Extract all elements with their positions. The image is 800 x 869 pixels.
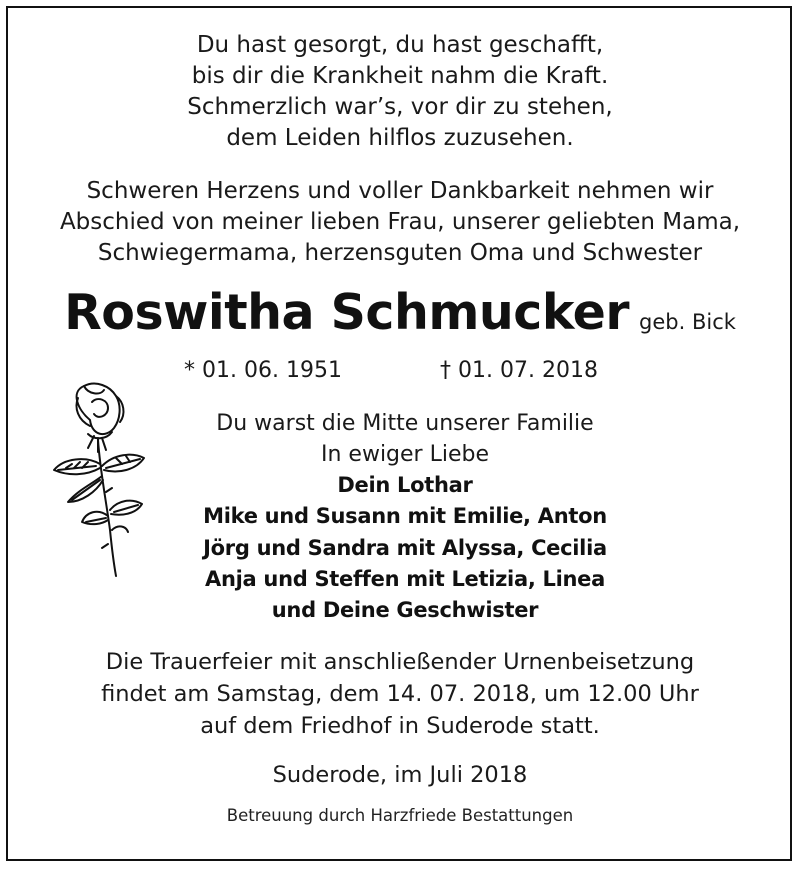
intro-line: Schweren Herzens und voller Dankbarkeit nehmen wir [86, 178, 714, 204]
intro-line: Abschied von meiner lieben Frau, unserer geliebten Mama, [59, 209, 741, 235]
mourner-line: Jörg und Sandra mit Alyssa, Cecilia [203, 536, 607, 560]
family-line: In ewiger Liebe [320, 442, 489, 467]
mourner-line: Mike und Susann mit Emilie, Anton [203, 504, 607, 528]
mourner-line: Anja und Steffen mit Letizia, Linea [205, 567, 605, 591]
death-date: † 01. 07. 2018 [440, 358, 598, 383]
ceremony-line: Die Trauerfeier mit anschließender Urnenbeisetzung [105, 649, 695, 675]
undertaker-note: Betreuung durch Harzfriede Bestattungen [226, 806, 574, 825]
mourner-line: Dein Lothar [337, 473, 473, 497]
mourner-line: und Deine Geschwister [271, 598, 539, 622]
intro-line: Schwiegermama, herzensguten Oma und Schwester [97, 240, 703, 266]
family-line: Du warst die Mitte unserer Familie [216, 411, 594, 436]
deceased-name-row [0, 284, 800, 346]
verse-line: bis dir die Krankheit nahm die Kraft. [191, 63, 609, 89]
rose-icon [48, 380, 158, 580]
ceremony-line: findet am Samstag, dem 14. 07. 2018, um 12.00 Uhr [101, 681, 699, 707]
ceremony-line: auf dem Friedhof in Suderode statt. [200, 713, 600, 739]
place-date: Suderode, im Juli 2018 [272, 762, 528, 788]
verse-line: Du hast gesorgt, du hast geschafft, [196, 32, 604, 58]
verse-line: Schmerzlich war’s, vor dir zu stehen, [187, 94, 613, 120]
birth-date: * 01. 06. 1951 [184, 358, 342, 383]
deceased-name: Roswitha Schmucker [64, 284, 630, 341]
maiden-name: geb. Bick [639, 310, 736, 334]
verse-line: dem Leiden hilflos zuzusehen. [226, 125, 574, 151]
